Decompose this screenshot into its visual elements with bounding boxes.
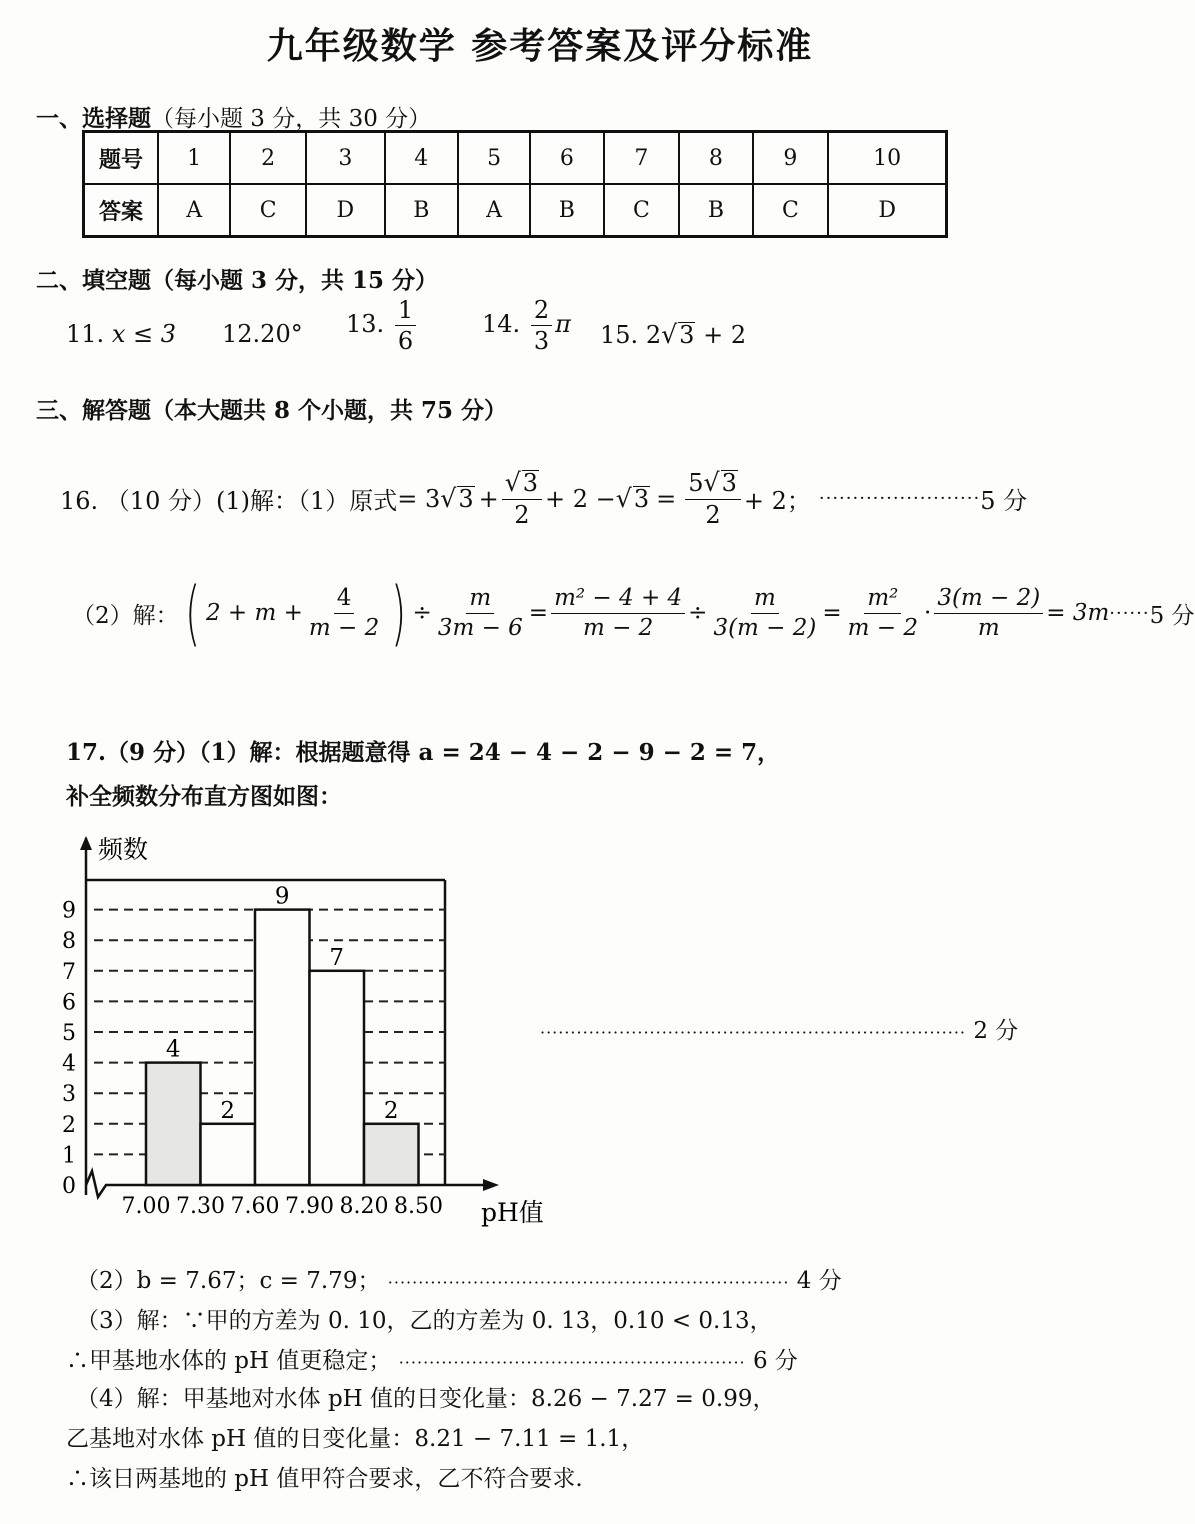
section-fill-note: （每小题 3 分，共 15 分） — [151, 267, 439, 294]
q17-part3-conclusion: ∴甲基地水体的 pH 值更稳定； — [66, 1348, 392, 1374]
table-cell: 4 — [385, 132, 458, 185]
page-title: 九年级数学 参考答案及评分标准 — [266, 25, 814, 67]
score-label: 5 分 — [1149, 602, 1195, 629]
y-tick-label: 6 — [62, 990, 76, 1016]
table-cell: D — [828, 184, 946, 237]
radicand: 3 — [679, 321, 695, 349]
q17-line1: 17.（9 分）（1）解：根据题意得 a = 24 − 4 − 2 − 9 − 2 = 7， — [66, 739, 781, 766]
section-solve-note: （本大题共 8 个小题，共 75 分） — [151, 397, 508, 424]
numerator — [502, 470, 542, 500]
answer-value: x ≤ 3 — [111, 320, 176, 348]
operator: = — [822, 600, 842, 626]
histogram-bar — [364, 1124, 419, 1185]
choice-answer-table — [82, 130, 948, 238]
table-cell: C — [230, 184, 306, 237]
q17-line4: （3）解：∵甲的方差为 0. 10，乙的方差为 0. 13，0.10 < 0.13， — [76, 1308, 773, 1334]
question-number: 15. — [600, 321, 639, 349]
score-dots: ······ — [1109, 602, 1150, 624]
table-cell: D — [306, 184, 385, 237]
table-header-answer: 答案 — [84, 184, 159, 237]
right-paren-icon: ) — [391, 572, 407, 654]
bar-value-label: 4 — [165, 1036, 181, 1063]
expr-term: 2 + m + — [205, 600, 303, 626]
answer-value: 20° — [260, 320, 303, 348]
table-cell: A — [158, 184, 230, 237]
denominator: m − 2 — [847, 614, 918, 641]
q17-line2: 补全频数分布直方图如图： — [66, 783, 342, 810]
table-cell: C — [753, 184, 829, 237]
x-tick-label: 8.20 — [339, 1194, 389, 1219]
operator: ÷ — [412, 600, 432, 626]
x-axis-label: pH值 — [481, 1198, 544, 1227]
fraction — [685, 468, 741, 530]
table-cell: 3 — [306, 132, 385, 185]
q17-score1 — [540, 1012, 1018, 1045]
expr-term: + 2； — [743, 487, 811, 516]
radicand: 3 — [633, 484, 650, 513]
expr-result: = 3m — [1046, 600, 1110, 626]
section-choice-title: 一、选择题 — [36, 105, 151, 132]
radicand: 3 — [721, 469, 737, 497]
bar-value-label: 2 — [220, 1097, 236, 1124]
q17-line6: （4）解：甲基地对水体 pH 值的日变化量：8.26 − 7.27 = 0.99， — [76, 1386, 776, 1412]
histogram-bar — [310, 971, 365, 1185]
coefficient: 5 — [688, 469, 704, 497]
numerator: 2 — [531, 298, 552, 326]
histogram-bar — [255, 910, 310, 1185]
denominator: 3(m − 2) — [713, 614, 817, 641]
score-label: 4 分 — [796, 1268, 842, 1294]
fraction — [435, 584, 526, 641]
y-axis-label: 频数 — [98, 835, 149, 864]
y-tick-label: 1 — [62, 1143, 76, 1169]
table-header-number: 题号 — [84, 132, 159, 185]
operator: = — [528, 600, 549, 626]
x-tick-label: 7.60 — [230, 1194, 280, 1219]
x-tick-label: 8.50 — [394, 1194, 443, 1219]
y-tick-label: 5 — [62, 1021, 76, 1046]
operator: = — [656, 484, 677, 513]
score-label: 2 分 — [973, 1018, 1019, 1044]
bar-value-label: 2 — [383, 1097, 399, 1124]
section-choice-heading — [36, 100, 431, 133]
score-dots: ························ — [818, 488, 981, 510]
table-cell: 10 — [828, 132, 946, 185]
numerator: m — [466, 587, 494, 614]
section-choice-note: （每小题 3 分，共 30 分） — [151, 106, 432, 132]
x-tick-label: 7.30 — [176, 1194, 225, 1219]
numerator: m — [751, 587, 779, 614]
y-tick-label: 4 — [62, 1051, 76, 1077]
radicand: 3 — [458, 484, 474, 513]
fraction — [551, 584, 685, 641]
x-tick-label: 7.90 — [285, 1194, 334, 1219]
table-cell: B — [679, 184, 752, 237]
answer-tail: + 2 — [703, 321, 747, 349]
sqrt-icon: √ — [615, 484, 632, 514]
operator: · — [924, 600, 932, 626]
table-cell: A — [458, 184, 530, 237]
fill-answer-13 — [346, 298, 419, 353]
table-cell: 9 — [753, 132, 829, 185]
y-tick-label: 9 — [62, 898, 76, 924]
q17-line8: ∴该日两基地的 pH 值甲符合要求，乙不符合要求. — [66, 1466, 583, 1492]
fraction — [502, 468, 542, 530]
table-cell: 7 — [604, 132, 680, 185]
fill-answer-11 — [66, 320, 176, 348]
expr-term: = 3 — [397, 484, 441, 513]
q17-line7: 乙基地对水体 pH 值的日变化量：8.21 − 7.11 = 1.1， — [66, 1426, 645, 1452]
fraction — [845, 584, 921, 641]
denominator: 2 — [514, 501, 530, 530]
operator: ÷ — [688, 600, 708, 626]
denominator: m − 2 — [308, 614, 380, 641]
numerator: 4 — [334, 587, 355, 614]
histogram-chart — [50, 830, 570, 1235]
table-cell: C — [604, 184, 680, 237]
section-fill-title: 二、填空题 — [36, 267, 151, 294]
q16-part2-label: （2）解： — [72, 602, 179, 629]
table-row-numbers — [84, 132, 947, 185]
denominator: 2 — [705, 501, 721, 530]
fill-answer-12 — [222, 320, 303, 348]
sqrt-icon: √ — [703, 468, 720, 497]
sqrt-icon: √ — [504, 468, 521, 497]
y-tick-label: 7 — [62, 959, 76, 985]
x-axis-arrow-icon — [483, 1179, 499, 1191]
table-cell: 5 — [458, 132, 530, 185]
score-dots: ·································································· — [387, 1273, 790, 1292]
y-tick-label: 8 — [62, 929, 76, 955]
score-dots: ······································································ — [540, 1023, 967, 1042]
sqrt-icon: √ — [661, 320, 678, 349]
fill-answer-15 — [600, 320, 746, 349]
q17-line5 — [66, 1342, 798, 1375]
denominator: 3m − 6 — [437, 614, 523, 641]
question-number: 13. — [346, 310, 385, 338]
fraction — [710, 584, 819, 641]
table-cell: 2 — [230, 132, 306, 185]
score-dots: ························································· — [398, 1353, 746, 1372]
table-cell: B — [385, 184, 458, 237]
section-solve-title: 三、解答题 — [36, 397, 151, 424]
q16-label: 16. （10 分）(1)解：（1）原式 — [60, 487, 398, 516]
q17-part2-text: （2）b = 7.67；c = 7.79； — [76, 1268, 381, 1294]
table-cell: B — [530, 184, 603, 237]
fill-answer-14 — [482, 298, 571, 353]
question-number: 14. — [482, 310, 521, 338]
numerator: m² − 4 + 4 — [551, 587, 685, 614]
table-row-answers — [84, 184, 947, 237]
numerator: 1 — [395, 298, 416, 326]
table-cell: 1 — [158, 132, 230, 185]
operator: + — [478, 484, 499, 513]
table-cell: 8 — [679, 132, 752, 185]
score-label: 6 分 — [752, 1348, 798, 1374]
expr-term: + 2 − — [545, 484, 616, 513]
table-cell: 6 — [530, 132, 603, 185]
numerator: 3(m − 2) — [934, 587, 1043, 614]
y-axis-arrow-icon — [80, 836, 92, 850]
question-number: 12. — [222, 320, 261, 348]
fraction — [306, 584, 382, 641]
denominator: m − 2 — [582, 614, 654, 641]
bar-value-label: 9 — [274, 883, 290, 910]
coefficient: 2 — [645, 321, 662, 349]
numerator: m² — [864, 587, 901, 614]
denominator: 6 — [397, 327, 414, 355]
denominator: 3 — [533, 327, 550, 355]
section-solve-heading — [36, 392, 507, 425]
pi-symbol: π — [555, 310, 571, 338]
fraction — [934, 584, 1043, 641]
y-tick-label: 3 — [62, 1082, 76, 1108]
denominator: m — [977, 614, 1000, 641]
score-label: 5 分 — [980, 487, 1028, 516]
fraction — [395, 298, 416, 353]
section-fill-heading — [36, 262, 438, 295]
histogram-bar — [146, 1063, 201, 1185]
y-tick-label: 0 — [62, 1174, 76, 1199]
q17-line3 — [76, 1262, 842, 1295]
fraction — [531, 298, 552, 353]
y-tick-label: 2 — [62, 1112, 76, 1138]
left-paren-icon: ( — [184, 572, 200, 654]
q16-part1 — [60, 468, 1028, 530]
histogram-bar — [201, 1124, 256, 1185]
numerator — [685, 470, 741, 500]
bar-value-label: 7 — [329, 944, 345, 971]
sqrt-icon: √ — [440, 484, 457, 514]
q16-part2 — [72, 572, 1195, 654]
x-tick-label: 7.00 — [121, 1194, 171, 1219]
radicand: 3 — [522, 469, 539, 497]
question-number: 11. — [66, 320, 105, 348]
